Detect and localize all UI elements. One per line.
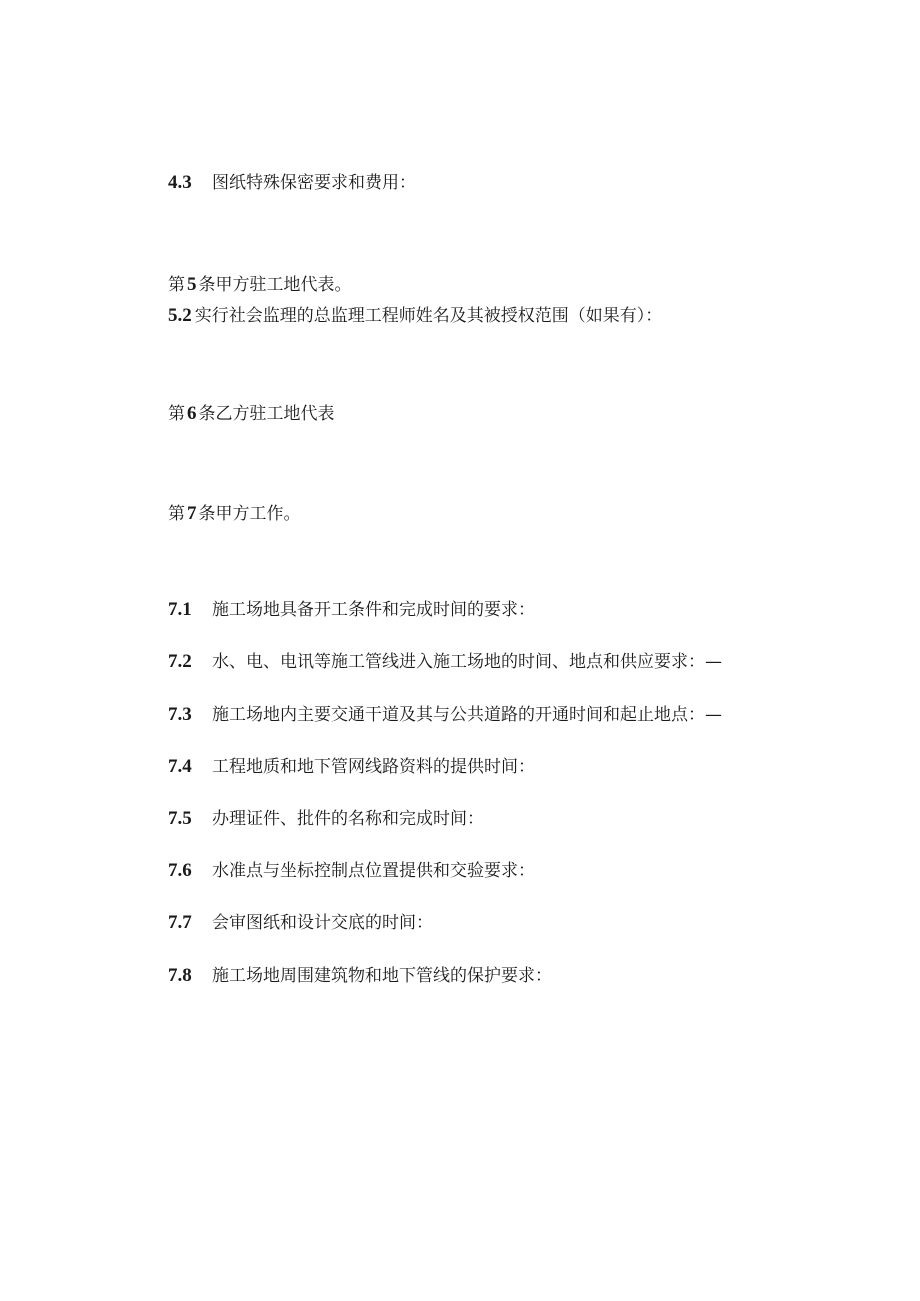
clause-text: 会审图纸和设计交底的时间： <box>212 913 433 933</box>
clause-number: 7.7 <box>168 912 192 933</box>
article-7-heading <box>168 503 301 525</box>
clause-number: 7.2 <box>168 651 192 672</box>
clause-text: 实行社会监理的总监理工程师姓名及其被授权范围（如果有）： <box>194 306 663 326</box>
clause-text: 工程地质和地下管网线路资料的提供时间： <box>212 757 535 777</box>
article-number: 7 <box>187 503 197 524</box>
clause-number: 7.8 <box>168 965 192 986</box>
clause-7-2 <box>168 651 722 673</box>
clause-7-1 <box>168 599 535 621</box>
article-5-heading <box>168 274 352 296</box>
article-6-heading <box>168 403 335 425</box>
article-number: 6 <box>187 403 197 424</box>
clause-text: 水、电、电讯等施工管线进入施工场地的时间、地点和供应要求：— <box>212 652 722 672</box>
clause-text: 图纸特殊保密要求和费用： <box>212 173 416 193</box>
clause-7-6 <box>168 860 535 882</box>
article-text: 条甲方驻工地代表。 <box>198 275 352 295</box>
clause-number: 5.2 <box>168 305 192 326</box>
clause-7-5 <box>168 808 484 830</box>
clause-number: 7.4 <box>168 756 192 777</box>
article-text: 条乙方驻工地代表 <box>198 404 335 424</box>
article-number: 5 <box>187 274 197 295</box>
clause-number: 7.3 <box>168 704 192 725</box>
clause-7-4 <box>168 756 535 778</box>
clause-number: 4.3 <box>168 172 192 193</box>
article-prefix: 第 <box>168 404 185 424</box>
clause-7-7 <box>168 912 433 934</box>
article-prefix: 第 <box>168 504 185 524</box>
clause-text: 办理证件、批件的名称和完成时间： <box>212 809 484 829</box>
clause-text: 施工场地周围建筑物和地下管线的保护要求： <box>212 966 552 986</box>
clause-number: 7.5 <box>168 808 192 829</box>
clause-text: 施工场地具备开工条件和完成时间的要求： <box>212 600 535 620</box>
clause-number: 7.1 <box>168 599 192 620</box>
clause-number: 7.6 <box>168 860 192 881</box>
article-text: 条甲方工作。 <box>198 504 301 524</box>
clause-text: 水准点与坐标控制点位置提供和交验要求： <box>212 861 535 881</box>
clause-5-2 <box>168 305 662 327</box>
article-prefix: 第 <box>168 275 185 295</box>
clause-7-8 <box>168 965 552 987</box>
clause-4-3 <box>168 172 416 194</box>
clause-text: 施工场地内主要交通干道及其与公共道路的开通时间和起止地点：— <box>212 705 722 725</box>
clause-7-3 <box>168 704 722 726</box>
